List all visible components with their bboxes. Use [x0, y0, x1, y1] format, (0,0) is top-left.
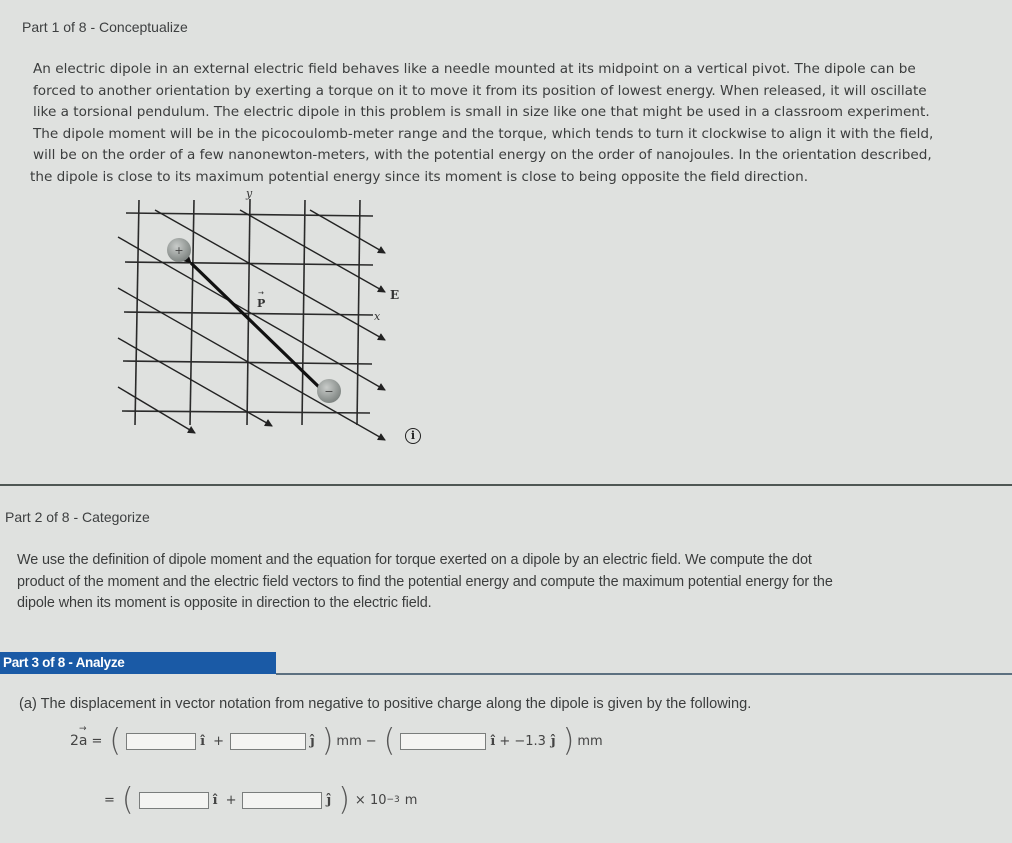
open-paren: (: [109, 722, 122, 759]
given-j-value: + −1.3: [499, 733, 546, 749]
dipole-field-figure: [110, 185, 430, 455]
lhs-label: 2a: [70, 733, 88, 749]
equals-sign: =: [91, 733, 103, 749]
plus-sign: +: [213, 733, 224, 749]
close-paren: ): [321, 722, 334, 759]
section-divider: [0, 484, 1012, 486]
part2-title: Part 2 of 8 - Categorize: [5, 509, 150, 525]
moment-label: P: [257, 297, 266, 310]
vector-arrow-icon: →: [79, 724, 87, 734]
close-paren: ): [562, 722, 575, 759]
answer-input-a-i[interactable]: [126, 733, 196, 750]
minus-sign: −: [365, 733, 377, 749]
equals-sign: =: [104, 792, 115, 808]
x-axis-label: x: [374, 310, 381, 323]
scale-exponent: −3: [386, 795, 400, 805]
plus-sign: +: [225, 792, 237, 808]
electric-field-lines: [118, 210, 385, 440]
open-paren: (: [383, 722, 396, 759]
unit-mm: mm: [577, 733, 603, 749]
i-hat: î: [212, 792, 218, 808]
dipole-moment-arrow: [191, 263, 320, 388]
field-label: E: [390, 288, 400, 302]
part1-line: The dipole moment will be in the picocoulomb-meter range and the torque, which tends to turn it clockwise to align it with the field,: [33, 125, 934, 142]
part1-line: forced to another orientation by exerting a torque on it to move it from its position of lowest energy. When released, it will oscillate: [33, 82, 927, 99]
close-paren: ): [338, 781, 350, 818]
open-paren: (: [121, 781, 134, 818]
answer-input-c-j[interactable]: [242, 792, 322, 809]
j-hat: ĵ: [550, 733, 556, 749]
part2-description: [17, 550, 833, 615]
part1-line: will be on the order of a few nanonewton-meters, with the potential energy on the order of nanojoules. In the orientation described,: [33, 147, 932, 163]
dipole-diagram-svg: [110, 185, 430, 455]
j-hat: ĵ: [326, 792, 332, 808]
part2-line: product of the moment and the electric field vectors to find the potential energy and compute the maximum potential energy for the: [17, 573, 833, 590]
i-hat: î: [200, 733, 206, 749]
part3-title-bar: Part 3 of 8 - Analyze: [0, 652, 276, 674]
info-icon[interactable]: i: [405, 428, 421, 444]
equation-row-2: [100, 781, 418, 818]
part1-line: An electric dipole in an external electric field behaves like a needle mounted at its midpoint on a vertical pivot. The dipole can be: [33, 61, 916, 77]
part1-line: like a torsional pendulum. The electric dipole in this problem is small in size like one that might be used in a classroom experiment.: [33, 104, 930, 120]
unit-m: m: [404, 792, 418, 808]
lhs-vector: [70, 724, 88, 749]
i-hat: î: [490, 733, 496, 749]
part2-line: dipole when its moment is opposite in direction to the electric field.: [17, 595, 432, 611]
part3-divider: [276, 673, 1012, 675]
y-axis-label: y: [246, 187, 253, 200]
answer-input-a-j[interactable]: [230, 733, 306, 750]
unit-mm: mm: [336, 733, 362, 749]
scale-factor: × 10: [354, 792, 387, 808]
part1-title: Part 1 of 8 - Conceptualize: [22, 19, 188, 35]
answer-input-b-i[interactable]: [400, 733, 486, 750]
negative-charge-label: −: [324, 385, 334, 398]
equation-row-1: [70, 722, 603, 759]
answer-input-c-i[interactable]: [139, 792, 209, 809]
j-hat: ĵ: [309, 733, 315, 749]
part3-question-a: (a) The displacement in vector notation from negative to positive charge along the dipole is given by the following.: [19, 696, 752, 712]
part2-line: We use the definition of dipole moment and the equation for torque exerted on a dipole by an electric field. We compute the dot: [17, 552, 812, 568]
svg-text:→: →: [258, 289, 264, 297]
part1-description: [30, 59, 934, 188]
positive-charge-label: +: [174, 244, 184, 257]
part1-line: the dipole is close to its maximum potential energy since its moment is close to being opposite the field direction.: [30, 168, 809, 185]
